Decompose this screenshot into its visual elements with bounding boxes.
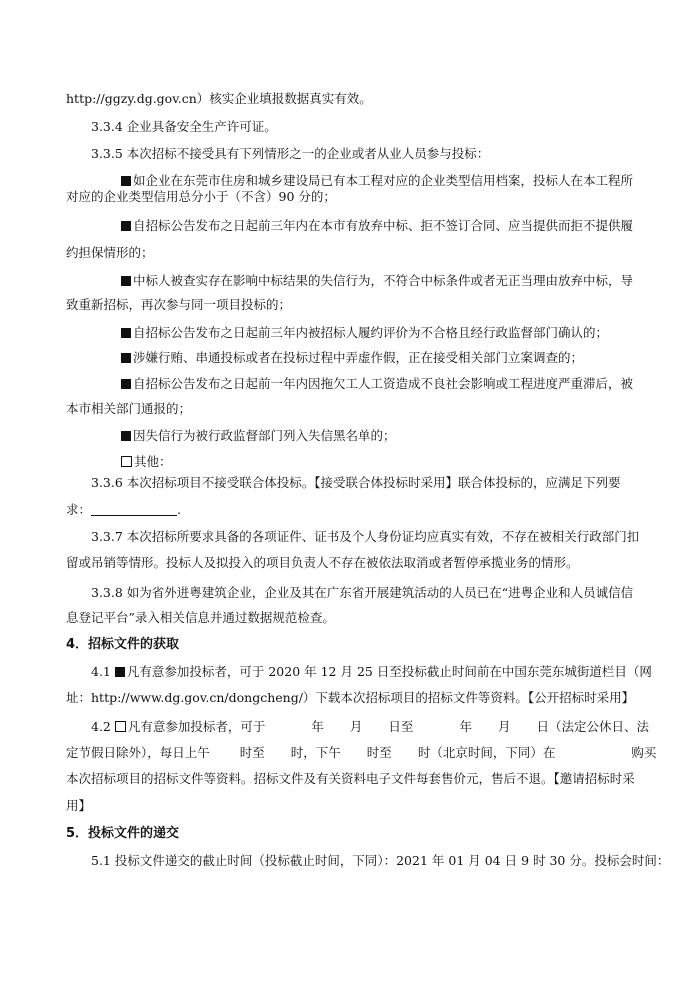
clause-4-2-cont-2: 本次招标项目的招标文件等资料。招标文件及有关资料电子文件每套售价元，售后不退。【邀请招标时采: [66, 771, 635, 786]
condition-3-cont: 致重新招标，再次参与同一项目投标的；: [66, 297, 292, 312]
checked-box-icon: [121, 328, 131, 338]
clause-4-1-number: 4.1: [91, 664, 111, 679]
hour-to-label: 时至: [366, 745, 392, 760]
unchecked-box-icon: [115, 721, 126, 732]
condition-3-text: 中标人被查实存在影响中标结果的失信行为，不符合中标条件或者无正当理由放弃中标，导: [133, 273, 634, 288]
clause-4-2-text: 凡有意参加投标者，可于: [127, 719, 266, 734]
month-label: 月: [497, 719, 511, 734]
clause-3-3-6: 3.3.6 本次招标项目不接受联合体投标。【接受联合体投标时采用】联合体投标的，应满足下列要: [91, 475, 621, 490]
month-label: 月: [349, 719, 363, 734]
condition-1: [121, 173, 633, 189]
checked-box-icon: [121, 379, 131, 389]
unchecked-box-icon: [121, 456, 132, 467]
text-line: http://ggzy.dg.gov.cn）核实企业填报数据真实有效。: [66, 91, 372, 106]
checked-box-icon: [121, 431, 131, 441]
afternoon-label: 时，下午: [290, 745, 341, 760]
condition-5: [121, 350, 583, 366]
clause-3-3-6-cont-text: 求：: [66, 502, 92, 517]
clause-3-3-5: 3.3.5 本次招标不接受具有下列情形之一的企业或者从业人员参与投标：: [91, 146, 490, 161]
condition-2-cont: 约担保情形的；: [66, 245, 154, 260]
clause-3-3-4: 3.3.4 企业具备安全生产许可证。: [91, 119, 277, 134]
condition-2: [121, 218, 633, 234]
checked-box-icon: [115, 667, 125, 677]
clause-4-1: [91, 664, 652, 680]
checked-box-icon: [121, 353, 131, 363]
clause-4-2-number: 4.2: [91, 719, 111, 734]
condition-4: [121, 325, 608, 341]
clause-3-3-6-cont: 求： .: [66, 502, 181, 517]
clause-5-1: 5.1 投标文件递交的截止时间（投标截止时间，下同）：2021 年 01 月 04 日 9 时 30 分。投标会时间：: [91, 853, 670, 868]
clause-4-1-cont: 址：http://www.dg.gov.cn/dongcheng/）下载本次招标项目的招标文件等资料。【公开招标时采用】: [66, 690, 635, 705]
beijing-time-label: 时（北京时间，下同）在: [417, 745, 556, 760]
clause-4-2-cont-3: 用】: [66, 798, 92, 813]
purchase-label: 购买: [631, 745, 657, 760]
clause-3-3-8: 3.3.8 如为省外进粤建筑企业，企业及其在广东省开展建筑活动的人员已在“进粤企业和人员诚信信: [91, 585, 634, 600]
section-5-heading: 5．投标文件的递交: [66, 826, 180, 841]
condition-3: [121, 273, 633, 289]
checked-box-icon: [121, 221, 131, 231]
clause-3-3-7-cont: 留或吊销等情形。投标人及拟投入的项目负责人不存在被依法取消或者暂停承揽业务的情形。: [66, 555, 579, 570]
condition-1-text: 如企业在东莞市住房和城乡建设局已有本工程对应的企业类型信用档案，投标人在本工程所: [133, 173, 634, 188]
hour-to-label: 时至: [239, 745, 265, 760]
checked-box-icon: [121, 276, 131, 286]
clause-3-3-7: 3.3.7 本次招标所要求具备的各项证件、证书及个人身份证均应真实有效，不存在被相关行政部门扣: [91, 529, 640, 544]
condition-5-text: 涉嫌行贿、串通投标或者在投标过程中弄虚作假，正在接受相关部门立案调查的；: [133, 350, 584, 365]
clause-4-1-text: 凡有意参加投标者，可于 2020 年 12 月 25 日至投标截止时间前在中国东莞东城街道栏目（网: [126, 664, 652, 679]
day-tail-text: 日（法定公休日、法: [536, 719, 649, 734]
condition-other: [121, 454, 172, 470]
clause-3-3-8-cont: 息登记平台”录入相关信息并通过数据规范检查。: [66, 610, 335, 625]
condition-6-cont: 本市相关部门通报的；: [66, 401, 192, 416]
clause-4-2-daily-text: 定节假日除外），每日上午: [66, 745, 210, 760]
checked-box-icon: [121, 176, 131, 186]
year-label: 年: [311, 719, 324, 734]
condition-other-text: 其他：: [134, 454, 172, 469]
section-4-heading: 4．招标文件的获取: [66, 637, 180, 652]
clause-4-2: [91, 719, 649, 735]
condition-6-text: 自招标公告发布之日起前一年内因拖欠工人工资造成不良社会影响或工程进度严重滞后，被: [133, 376, 634, 391]
year-label: 年: [459, 719, 472, 734]
condition-6: [121, 376, 633, 392]
clause-4-2-cont-1: [66, 745, 656, 761]
condition-7: [121, 428, 396, 444]
condition-1-cont: 对应的企业类型信用总分小于（不含）90 分的；: [66, 189, 336, 204]
condition-4-text: 自招标公告发布之日起前三年内被招标人履约评价为不合格且经行政监督部门确认的；: [133, 325, 609, 340]
fill-blank: [91, 503, 177, 516]
condition-2-text: 自招标公告发布之日起前三年内在本市有放弃中标、拒不签订合同、应当提供而拒不提供履: [133, 218, 634, 233]
condition-7-text: 因失信行为被行政监督部门列入失信黑名单的；: [133, 428, 396, 443]
day-to-label: 日至: [388, 719, 414, 734]
